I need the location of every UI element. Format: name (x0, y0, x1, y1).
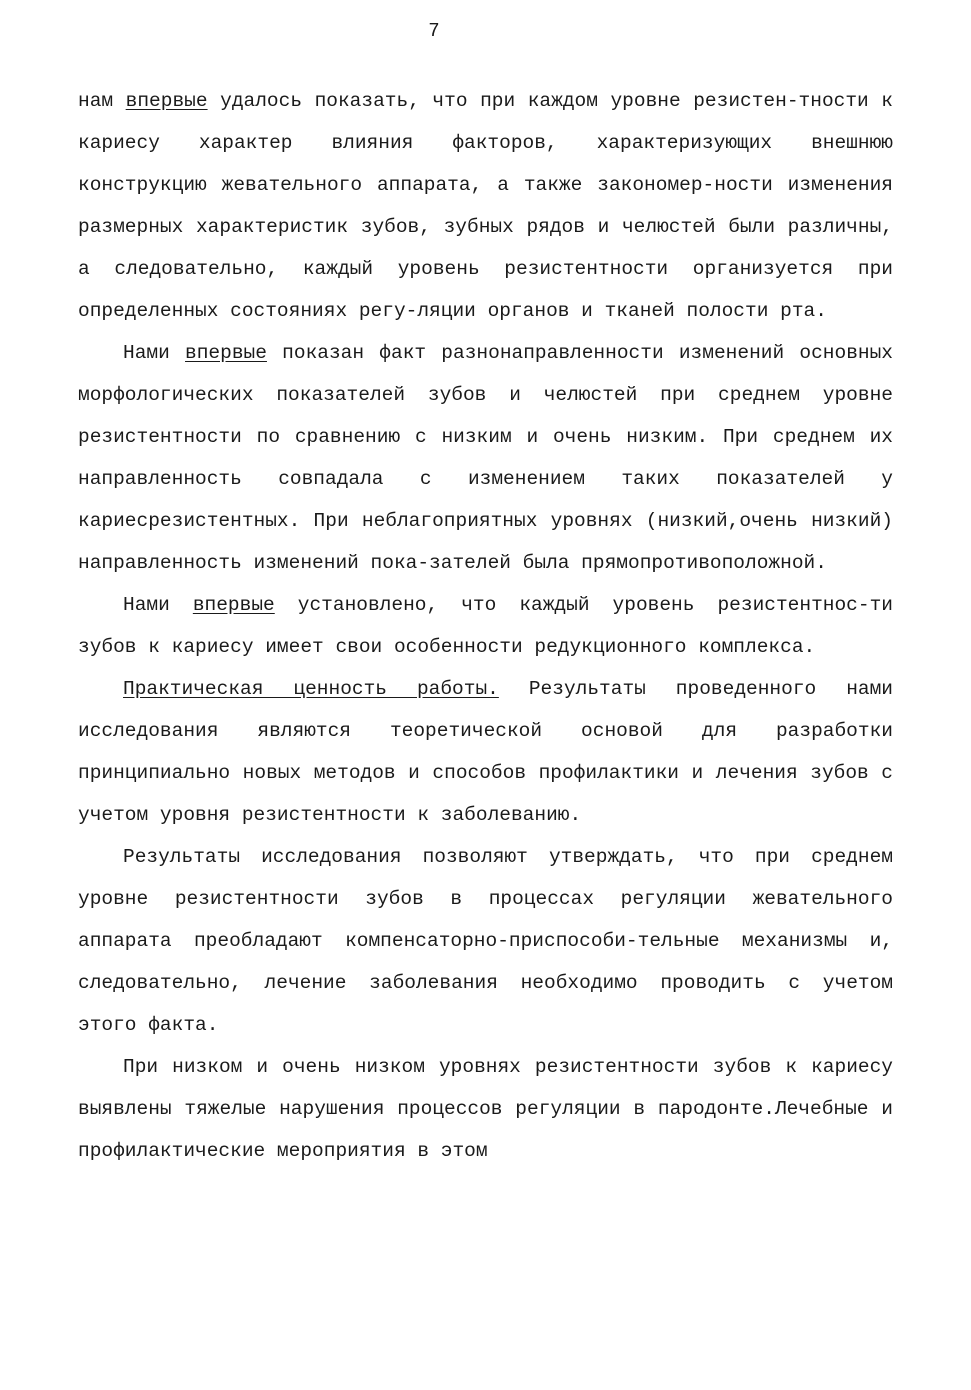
text-run: нам (78, 90, 126, 112)
text-run: Результаты проведенного нами исследования являются теоретической основой для разработки принципиально новых методов и способов профилактики и лечения зубов с учетом уровня резистентности к заболеванию. (78, 678, 893, 826)
text-run: установлено, что каждый уровень резистентнос-ти зубов к кариесу имеет свои особенности редукционного комплекса. (78, 594, 893, 658)
paragraph (78, 668, 893, 836)
underlined-term: впервые (125, 90, 208, 112)
paragraph (78, 1046, 893, 1172)
paragraph (78, 836, 893, 1046)
text-run: удалось показать, что при каждом уровне резистен-тности к кариесу характер влияния факторов, характеризующих внешнюю конструкцию жевательного аппарата, а также закономер-ности изменения размерных характеристик зубов, зубных рядов и челюстей были различны, а следовательно, каждый уровень резистентности организуется при определенных состояниях регу-ляции органов и тканей полости рта. (78, 90, 893, 322)
text-run: Результаты исследования позволяют утверждать, что при среднем уровне резистентности зубов в процессах регуляции жевательного аппарата преобладают компенсаторно-приспособи-тельные механизмы и, следовательно, лечение заболевания необходимо проводить с учетом этого факта. (78, 846, 893, 1036)
paragraph (78, 332, 893, 584)
page-number: 7 (428, 20, 440, 42)
underlined-term: впервые (185, 342, 267, 364)
section-heading: Практическая ценность работы. (123, 678, 499, 700)
paragraph (78, 80, 893, 332)
body-text (78, 80, 893, 1172)
text-run: Нами (123, 342, 186, 364)
text-run: Нами (123, 594, 193, 616)
text-run: При низком и очень низком уровнях резистентности зубов к кариесу выявлены тяжелые нарушения процессов регуляции в пародонте.Лечебные и профилактические мероприятия в этом (78, 1056, 893, 1162)
paragraph (78, 584, 893, 668)
underlined-term: впервые (192, 594, 275, 616)
text-run: показан факт разнонаправленности изменений основных морфологических показателей зубов и челюстей при среднем уровне резистентности по сравнению с низким и очень низким. При среднем их направленность совпадала с изменением таких показателей у кариесрезистентных. При неблагоприятных уровнях (низкий,очень низкий) направленность изменений пока-зателей была прямопротивоположной. (78, 342, 894, 574)
